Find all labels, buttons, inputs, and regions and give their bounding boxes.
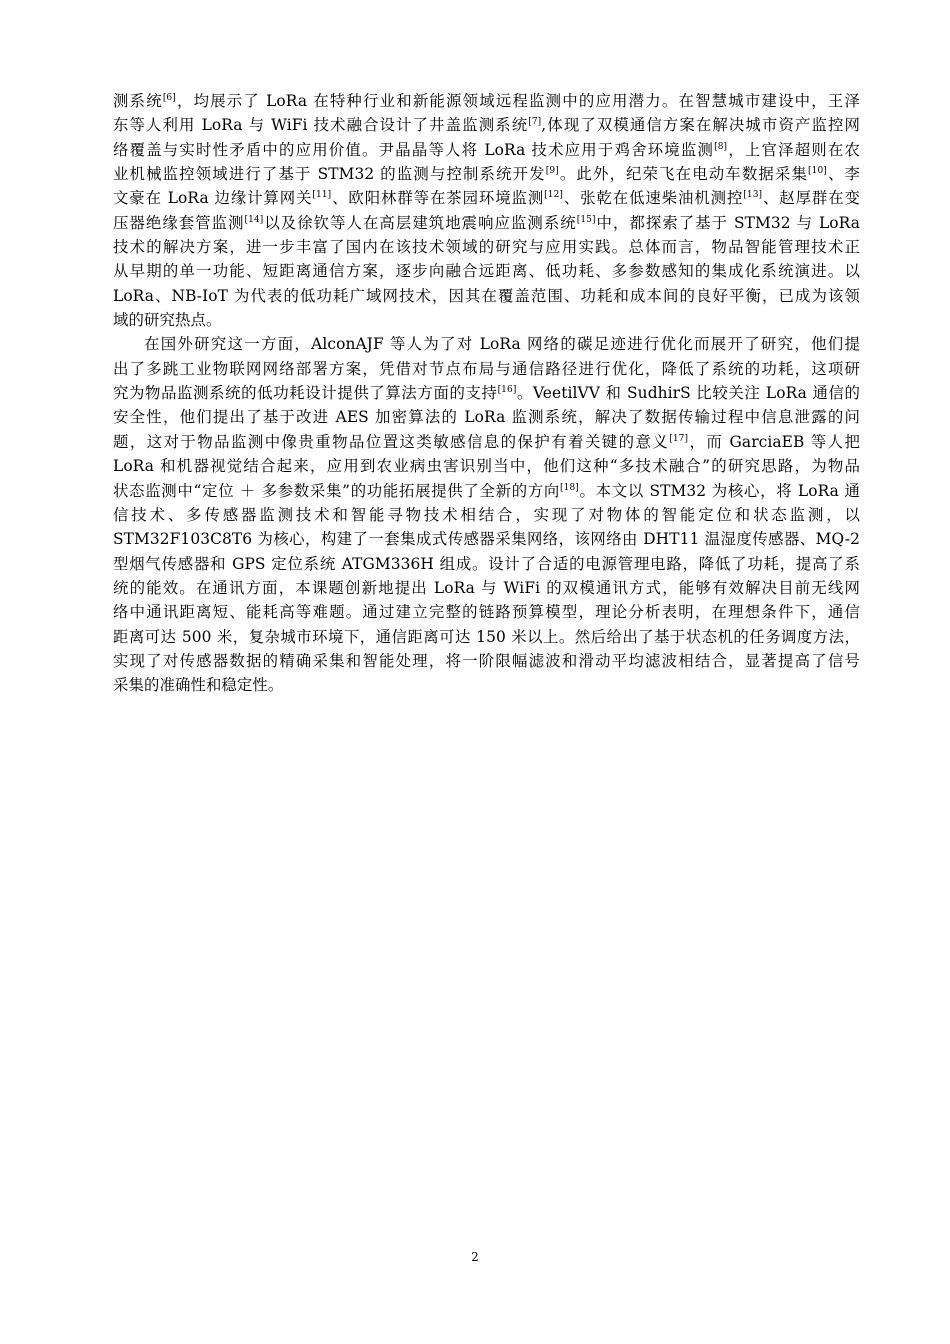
citation-ref: [9] [545,166,559,177]
text-line [113,113,860,137]
citation-ref: [18] [560,482,579,493]
text-line [113,479,860,503]
text-segment: 测系统 [113,92,163,110]
text-segment: ，上官泽超则在农 [727,140,860,159]
citation-ref: [8] [714,141,728,152]
text-segment: 距离可达 500 米，复杂城市环境下，通信距离可达 150 米以上。然后给出了基于状态机的任务调度方法， [113,627,860,646]
text-segment: 技术的解决方案，进一步丰富了国内在该技术领域的研究与应用实践。总体而言，物品智能管理技术正 [113,238,860,257]
text-segment: 统的能效。在通讯方面，本课题创新地提出 LoRa 与 WiFi 的双模通讯方式，能够有效解决目前无线网 [113,578,860,597]
text-segment: 东等人利用 LoRa 与 WiFi 技术融合设计了井盖监测系统 [113,116,529,135]
text-segment: 中，都探索了基于 STM32 与 LoRa [595,213,860,232]
text-line [113,552,860,576]
text-segment: 在国外研究这一方面，AlconAJF 等人为了对 LoRa 网络的碳足迹进行优化而展开了研究，他们提 [144,335,860,354]
text-segment: 题，这对于物品监测中像贵重物品位置这类敏感信息的保护有着关键的意义 [113,432,670,451]
text-line [113,284,860,308]
text-segment: 型烟气传感器和 GPS 定位系统 ATGM336H 组成。设计了合适的电源管理电路，降低了功耗，提高了系 [113,554,860,573]
text-line [113,503,860,527]
citation-ref: [16] [497,385,517,396]
text-segment: 业机械监控领域进行了基于 STM32 的监测与控制系统开发 [113,165,546,184]
text-segment: 安全性，他们提出了基于改进 AES 加密算法的 LoRa 监测系统，解决了数据传输过程中信息泄露的问 [113,408,860,427]
text-line [113,381,860,405]
text-segment: 实现了对传感器数据的精确采集和智能处理，将一阶限幅滤波和滑动平均滤波相结合，显著提高了信号 [113,651,860,670]
text-segment: ，均展示了 LoRa 在特种行业和新能源领域远程监测中的应用潜力。在智慧城市建设中，王泽 [175,92,860,110]
body-text [113,89,860,698]
citation-ref: [6] [162,93,176,103]
citation-ref: [10] [808,166,827,177]
text-line [113,527,860,551]
text-segment: 。此外，纪荣飞在电动车数据采集 [558,165,809,184]
text-segment: 络中通讯距离短、能耗高等难题。通过建立完整的链路预算模型，理论分析表明，在理想条件下，通信 [113,603,860,622]
text-line [113,625,860,649]
text-segment: 出了多跳工业物联网网络部署方案，凭借对节点布局与通信路径进行优化，降低了系统的功耗，这项研 [113,359,860,378]
text-line [113,600,860,624]
text-segment: 、赵厚群在变 [762,189,860,208]
text-segment: 状态监测中“定位 ＋ 多参数采集”的功能拓展提供了全新的方向 [113,481,561,500]
text-segment: ，而 GarciaEB 等人把 [688,432,860,451]
text-segment: 。本文以 STM32 为核心，将 LoRa 通 [578,481,860,500]
text-line [113,357,860,381]
text-line [113,186,860,210]
text-line [113,89,860,113]
text-segment: 信技术、多传感器监测技术和智能寻物技术相结合，实现了对物体的智能定位和状态监测，以 [113,505,860,524]
text-line [113,576,860,600]
text-segment: 、张乾在低速柴油机测控 [563,189,744,208]
citation-ref: [17] [669,433,689,444]
paragraph [113,332,860,697]
citation-ref: [13] [743,190,763,201]
text-segment: 压器绝缘套管监测 [113,213,245,232]
page-number: 2 [471,1250,479,1264]
text-segment: 文豪在 LoRa 边缘计算网关 [113,189,313,208]
text-line [113,454,860,478]
text-segment: 域的研究热点。 [113,311,222,330]
text-segment: 络覆盖与实时性矛盾中的应用价值。尹晶晶等人将 LoRa 技术应用于鸡舍环境监测 [113,140,715,159]
text-segment: 以及徐钦等人在高层建筑地震响应监测系统 [263,213,577,232]
text-segment: STM32F103C8T6 为核心，构建了一套集成式传感器采集网络，该网络由 DHT11 温湿度传感器、MQ-2 [113,530,860,549]
text-line [113,235,860,259]
text-segment: 、李 [826,165,860,184]
text-segment: LoRa 和机器视觉结合起来，应用到农业病虫害识别当中，他们这种“多技术融合”的研究思路，为物品 [113,457,860,476]
text-line [113,308,860,332]
citation-ref: [12] [544,190,564,201]
citation-ref: [11] [312,190,332,201]
text-line [113,162,860,186]
paragraph [113,89,860,332]
text-segment: LoRa、NB-IoT 为代表的低功耗广域网技术，因其在覆盖范围、功耗和成本间的良好平衡，已成为该领 [113,286,860,305]
citation-ref: [7] [528,117,542,128]
text-segment: 、欧阳林群等在茶园环境监测 [331,189,545,208]
text-line [113,405,860,429]
text-segment: ,体现了双模通信方案在解决城市资产监控网 [541,116,860,135]
text-segment: 究为物品监测系统的低功耗设计提供了算法方面的支持 [113,384,498,403]
text-line [113,211,860,235]
citation-ref: [14] [244,214,264,225]
text-line [113,673,860,697]
text-line [113,649,860,673]
text-segment: 采集的准确性和稳定性。 [113,676,284,695]
text-line [113,259,860,283]
text-segment: 从早期的单一功能、短距离通信方案，逐步向融合远距离、低功耗、多参数感知的集成化系统演进。以 [113,262,860,281]
text-line [113,332,860,356]
text-line [113,138,860,162]
text-line [113,430,860,454]
citation-ref: [15] [576,214,596,225]
text-segment: 。VeetilVV 和 SudhirS 比较关注 LoRa 通信的 [516,384,860,403]
